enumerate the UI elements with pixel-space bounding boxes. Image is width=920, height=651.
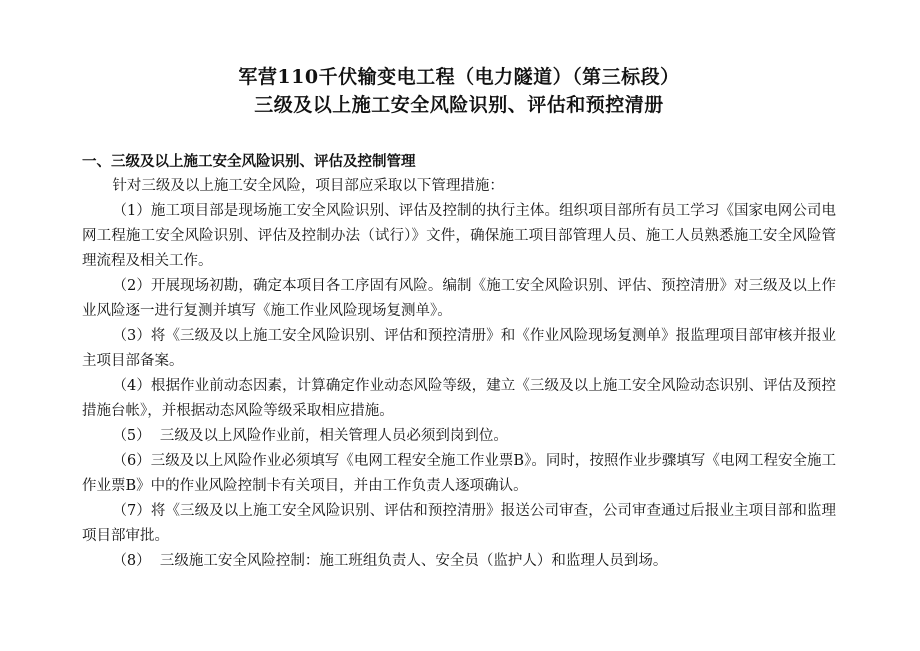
section-intro: 针对三级及以上施工安全风险，项目部应采取以下管理措施： — [112, 178, 504, 194]
measure-item-1 — [82, 199, 836, 274]
measure-item-text: 三级及以上风险作业必须填写《电网工程安全施工作业票B》。同时，按照作业步骤填写《电网工程安全施工作业票B》中的作业风险控制卡有关项目，并由工作负责人逐项确认。 — [82, 453, 837, 494]
section-heading: 一、三级及以上施工安全风险识别、评估及控制管理 — [82, 153, 416, 170]
measure-item-5 — [82, 424, 836, 449]
measure-item-number: （3） — [112, 328, 151, 344]
measure-item-number: （5） — [112, 428, 160, 444]
measure-item-number: （4） — [112, 378, 151, 394]
measure-item-3 — [82, 324, 836, 374]
measure-item-text: 三级施工安全风险控制：施工班组负责人、安全员（监护人）和监理人员到场。 — [159, 553, 668, 569]
measure-item-text: 开展现场初勘，确定本项目各工序固有风险。编制《施工安全风险识别、评估、预控清册》对三级及以上作业风险逐一进行复测并填写《施工作业风险现场复测单》。 — [82, 278, 836, 319]
measure-item-2 — [82, 274, 836, 324]
measure-item-number: （2） — [112, 278, 151, 294]
measure-item-number: （8） — [112, 553, 160, 569]
measure-item-8 — [82, 549, 836, 574]
document-title-line2: 三级及以上施工安全风险识别、评估和预控清册 — [254, 94, 664, 116]
measure-item-6 — [82, 449, 836, 499]
measure-item-text: 根据作业前动态因素，计算确定作业动态风险等级，建立《三级及以上施工安全风险动态识别、评估及预控措施台帐》，并根据动态风险等级采取相应措施。 — [82, 378, 836, 419]
measure-item-text: 施工项目部是现场施工安全风险识别、评估及控制的执行主体。组织项目部所有员工学习《国家电网公司电网工程施工安全风险识别、评估及控制办法（试行）》文件，确保施工项目部管理人员、施工人员熟悉施工安全风险管理流程及相关工作。 — [82, 203, 836, 269]
measure-item-text: 将《三级及以上施工安全风险识别、评估和预控清册》和《作业风险现场复测单》报监理项目部审核并报业主项目部备案。 — [82, 328, 836, 369]
measure-item-number: （6） — [112, 453, 151, 469]
measure-item-number: （1） — [112, 203, 151, 219]
measure-item-number: （7） — [112, 503, 151, 519]
measure-item-text: 三级及以上风险作业前，相关管理人员必须到岗到位。 — [159, 428, 508, 444]
measure-item-text: 将《三级及以上施工安全风险识别、评估和预控清册》报送公司审查，公司审查通过后报业主项目部和监理项目部审批。 — [82, 503, 836, 544]
measure-item-4 — [82, 374, 836, 424]
measure-item-7 — [82, 499, 836, 549]
document-title-line1: 军营110千伏输变电工程（电力隧道）（第三标段） — [238, 66, 680, 88]
